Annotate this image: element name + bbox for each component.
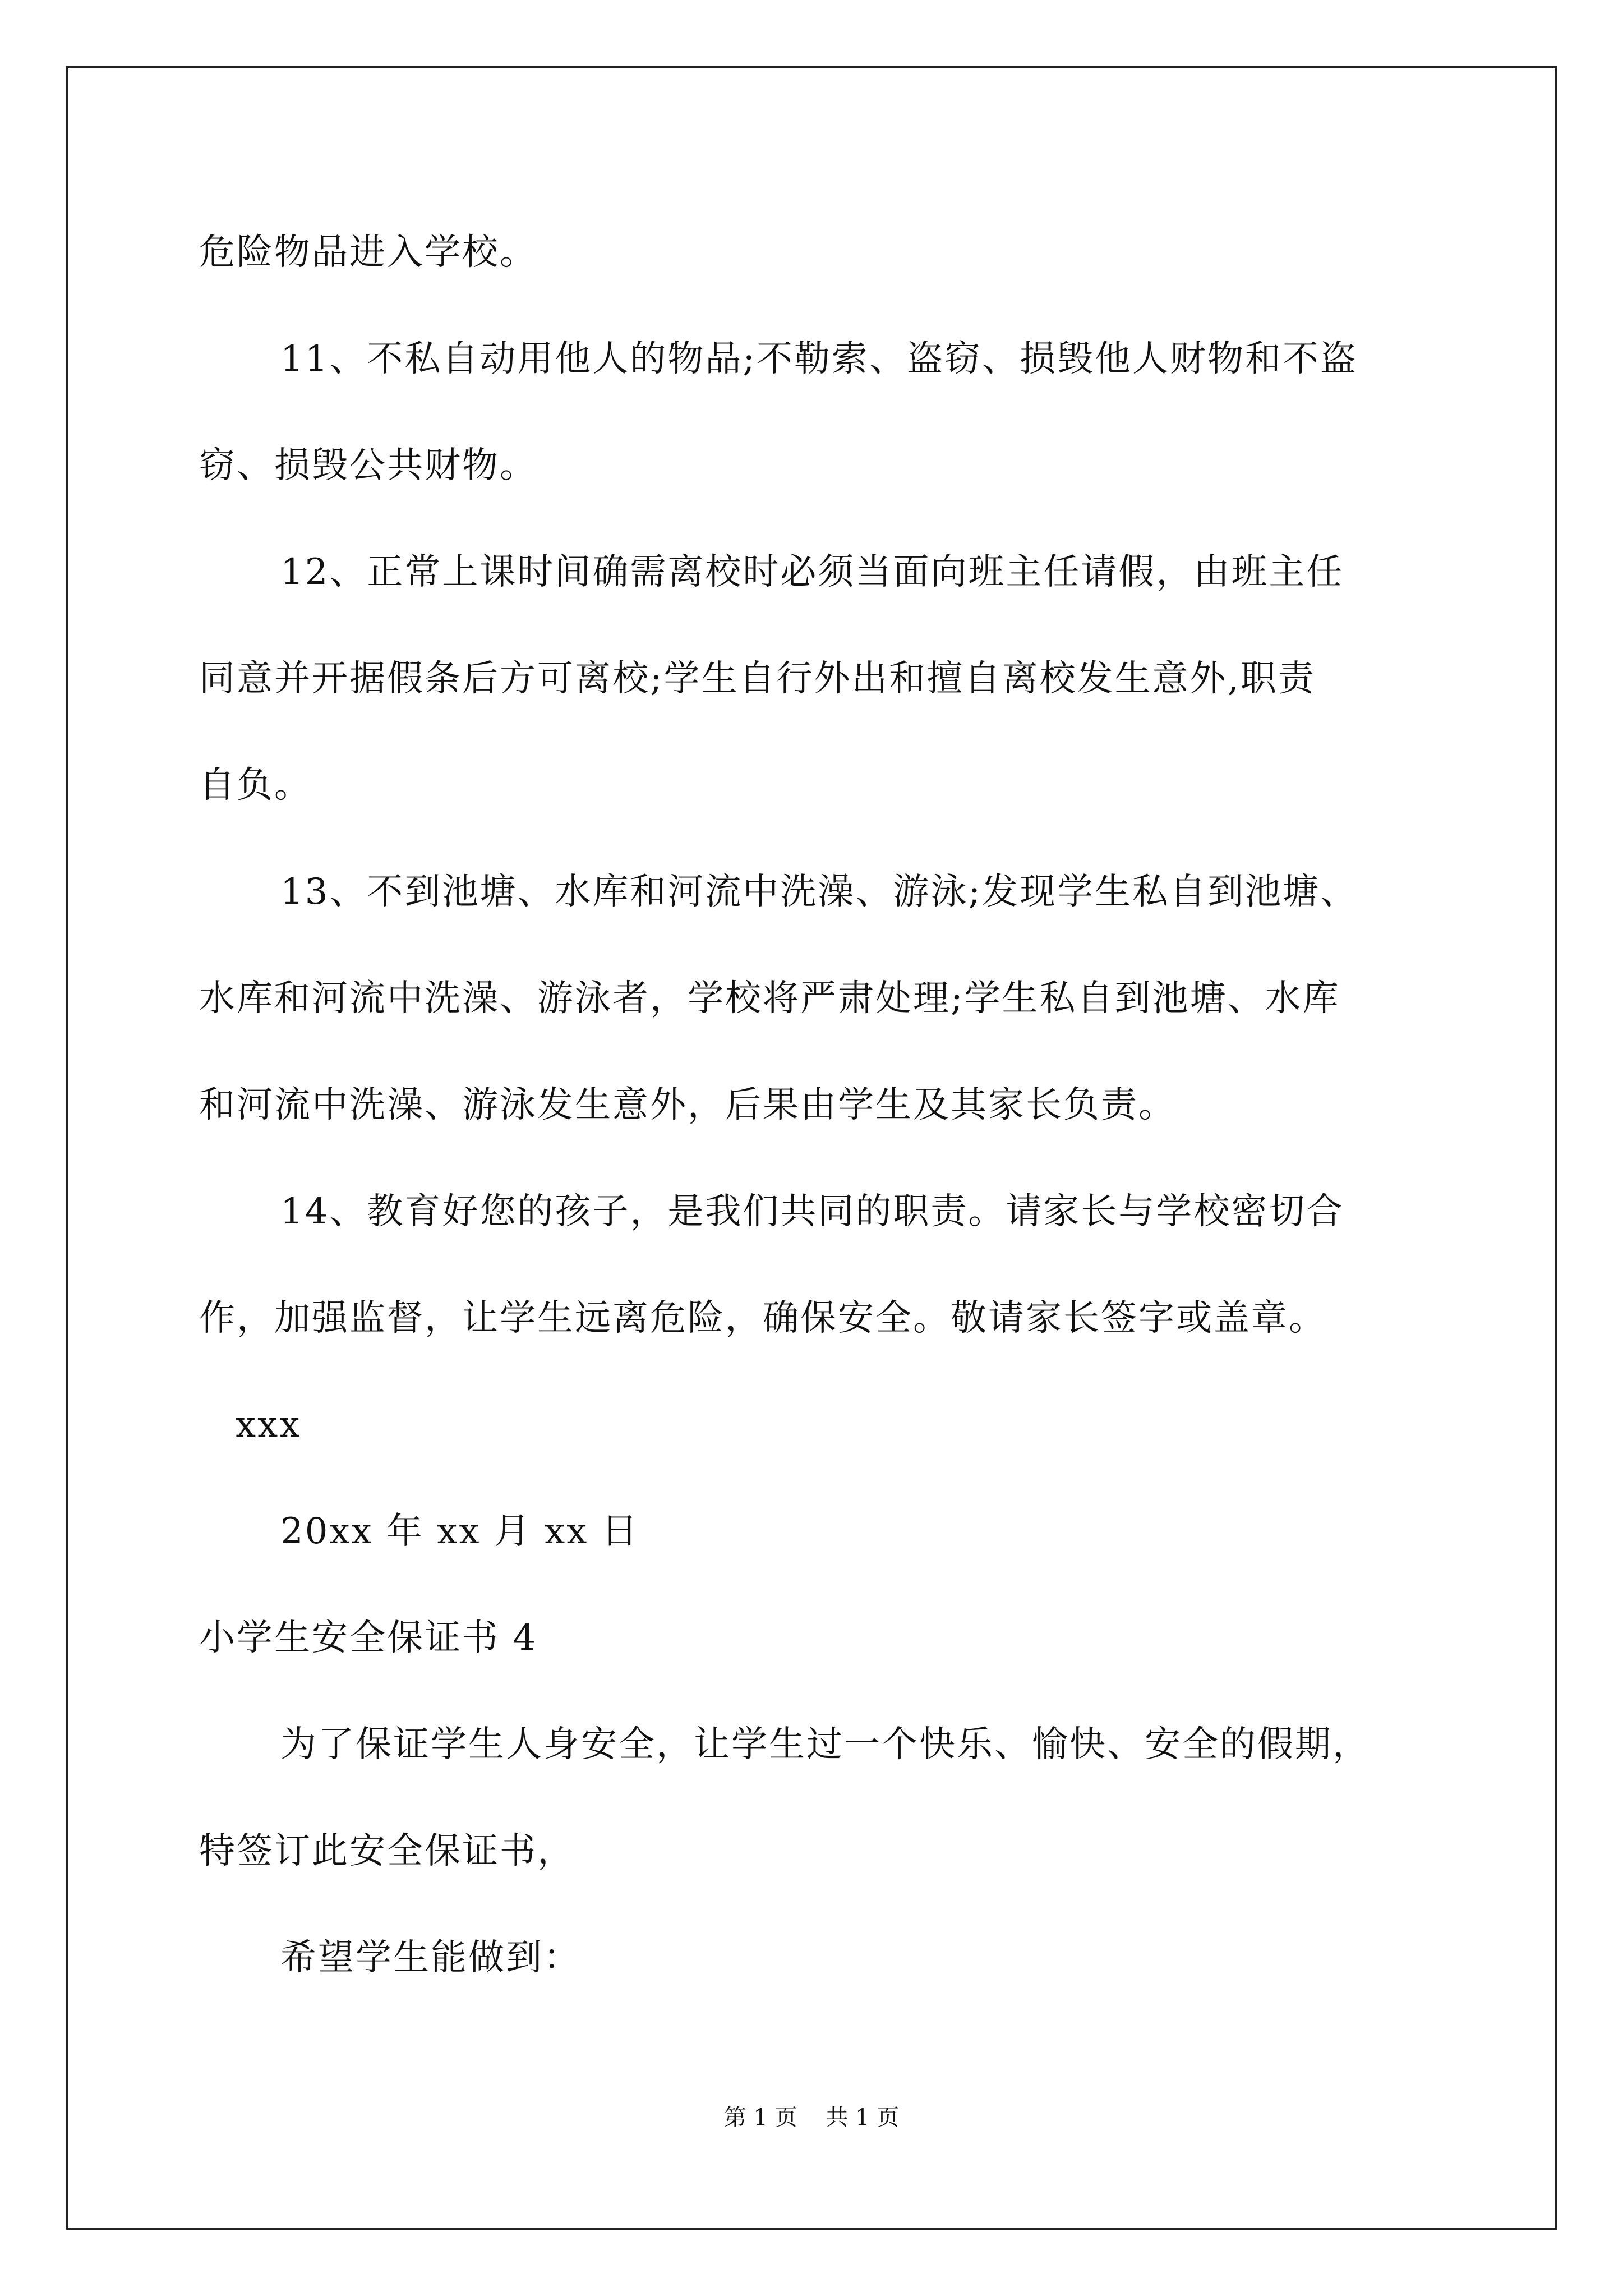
- section-intro-line-2: 特签订此安全保证书，: [199, 1830, 575, 1872]
- page-footer: 第 1 页 共 1 页: [723, 2105, 900, 2131]
- item-11-line-1: 11、不私自动用他人的物品;不勒索、盗窃、损毁他人财物和不盗: [280, 338, 1358, 380]
- paragraph-continuation-line-1: 危险物品进入学校。: [199, 232, 537, 273]
- section-hope-line: 希望学生能做到：: [280, 1937, 581, 1978]
- item-12-line-3: 自负。: [199, 765, 312, 806]
- item-11-line-2: 窃、损毁公共财物。: [199, 445, 537, 486]
- item-13-line-2: 水库和河流中洗澡、游泳者，学校将严肃处理;学生私自到池塘、水库: [199, 978, 1340, 1019]
- item-13-line-3: 和河流中洗澡、游泳发生意外，后果由学生及其家长负责。: [199, 1084, 1176, 1126]
- item-14-line-2: 作，加强监督，让学生远离危险，确保安全。敬请家长签字或盖章。: [199, 1297, 1326, 1339]
- item-14-line-1: 14、教育好您的孩子，是我们共同的职责。请家长与学校密切合: [280, 1191, 1344, 1232]
- item-12-line-2: 同意并开据假条后方可离校;学生自行外出和擅自离校发生意外,职责: [199, 658, 1316, 700]
- item-13-line-1: 13、不到池塘、水库和河流中洗澡、游泳;发现学生私自到池塘、: [280, 871, 1358, 913]
- section-title: 小学生安全保证书 4: [199, 1617, 538, 1659]
- page-border: [66, 66, 1557, 2230]
- section-intro-line-1: 为了保证学生人身安全，让学生过一个快乐、愉快、安全的假期，: [280, 1724, 1370, 1765]
- signature-date: 20xx 年 xx 月 xx 日: [280, 1511, 639, 1552]
- item-12-line-1: 12、正常上课时间确需离校时必须当面向班主任请假，由班主任: [280, 551, 1344, 593]
- signature-name: xxx: [236, 1404, 302, 1446]
